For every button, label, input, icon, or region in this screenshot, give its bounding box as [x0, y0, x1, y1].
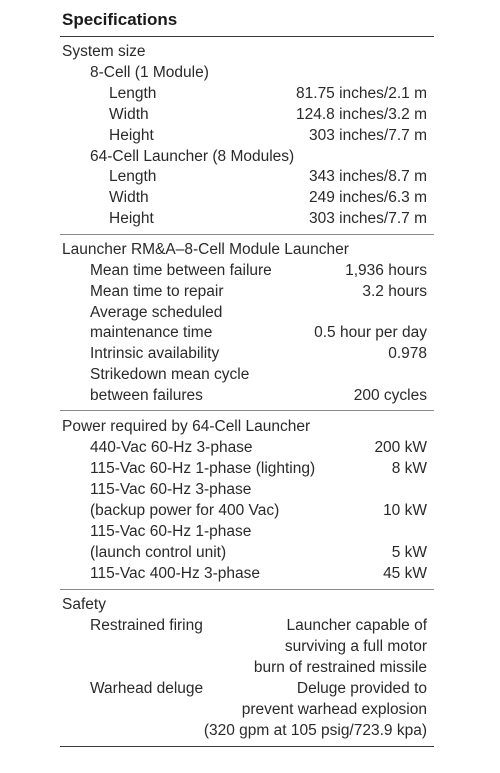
section-divider: [60, 234, 434, 235]
spec-value: burn of restrained missile: [253, 659, 427, 676]
spec-value: surviving a full motor: [284, 638, 427, 655]
subgroup-label: 8-Cell (1 Module): [90, 64, 209, 81]
spec-row: [0, 458, 500, 479]
subgroup-8-cell: [0, 62, 500, 83]
spec-row: [0, 437, 500, 458]
subgroup-label: 64-Cell Launcher (8 Modules): [90, 148, 295, 165]
spec-label: Intrinsic availability: [90, 345, 220, 362]
spec-label: 115-Vac 60-Hz 3-phase: [90, 481, 252, 498]
spec-row: [0, 479, 500, 500]
subgroup-64-cell: [0, 146, 500, 167]
spec-row: [0, 385, 500, 406]
spec-label: Length: [109, 168, 157, 185]
spec-row: [0, 343, 500, 364]
spec-row: [0, 615, 500, 636]
spec-label: Length: [109, 85, 157, 102]
spec-value: 0.5 hour per day: [314, 324, 427, 341]
spec-label: Height: [109, 210, 154, 227]
section-heading: System size: [62, 43, 146, 60]
spec-label: 115-Vac 400-Hz 3-phase: [90, 565, 261, 582]
spec-row: [0, 322, 500, 343]
section-heading: Launcher RM&A–8-Cell Module Launcher: [62, 241, 349, 258]
spec-value: 3.2 hours: [362, 283, 427, 300]
spec-value: 249 inches/6.3 m: [308, 189, 427, 206]
section-heading: Safety: [62, 596, 106, 613]
spec-row: [0, 542, 500, 563]
spec-row: [0, 187, 500, 208]
spec-row: [0, 166, 500, 187]
spec-value: prevent warhead explosion: [241, 701, 427, 718]
bottom-rule: [60, 746, 434, 747]
spec-label: 115-Vac 60-Hz 1-phase (lighting): [90, 460, 316, 477]
spec-value: 8 kW: [391, 460, 427, 477]
spec-label: Mean time between failure: [90, 262, 272, 279]
spec-row: [0, 657, 500, 678]
spec-label: Strikedown mean cycle: [90, 366, 250, 383]
spec-row: [0, 678, 500, 699]
spec-label: Restrained firing: [90, 617, 203, 634]
spec-value: 1,936 hours: [345, 262, 427, 279]
spec-row: [0, 83, 500, 104]
spec-value: (320 gpm at 105 psig/723.9 kpa): [203, 722, 427, 739]
spec-value: 200 kW: [374, 439, 427, 456]
section-rma: [0, 239, 500, 260]
spec-row: [0, 720, 500, 741]
spec-row: [0, 500, 500, 521]
title-rule: [60, 36, 434, 37]
section-divider: [60, 589, 434, 590]
spec-label: Average scheduled: [90, 304, 223, 321]
spec-label: between failures: [90, 387, 203, 404]
section-power: [0, 416, 500, 437]
spec-row: [0, 364, 500, 385]
spec-value: Launcher capable of: [286, 617, 427, 634]
spec-value: 45 kW: [383, 565, 427, 582]
section-divider: [60, 410, 434, 411]
spec-label: maintenance time: [90, 324, 213, 341]
spec-value: 0.978: [388, 345, 427, 362]
spec-row: [0, 260, 500, 281]
spec-row: [0, 302, 500, 323]
spec-label: Width: [109, 189, 149, 206]
spec-row: [0, 521, 500, 542]
spec-value: 10 kW: [383, 502, 427, 519]
spec-row: [0, 636, 500, 657]
spec-value: Deluge provided to: [296, 680, 427, 697]
spec-value: 81.75 inches/2.1 m: [296, 85, 427, 102]
spec-row: [0, 699, 500, 720]
section-system-size: [0, 41, 500, 62]
spec-label: Height: [109, 127, 154, 144]
spec-label: (launch control unit): [90, 544, 227, 561]
spec-value: 303 inches/7.7 m: [308, 210, 427, 227]
spec-value: 124.8 inches/3.2 m: [296, 106, 427, 123]
spec-row: [0, 563, 500, 584]
spec-row: [0, 208, 500, 229]
spec-value: 200 cycles: [353, 387, 427, 404]
spec-value: 343 inches/8.7 m: [308, 168, 427, 185]
spec-label: (backup power for 400 Vac): [90, 502, 280, 519]
spec-label: 440-Vac 60-Hz 3-phase: [90, 439, 253, 456]
spec-label: Mean time to repair: [90, 283, 224, 300]
spec-value: 303 inches/7.7 m: [308, 127, 427, 144]
section-heading: Power required by 64-Cell Launcher: [62, 418, 311, 435]
page-title: Specifications: [62, 10, 178, 29]
spec-row: [0, 125, 500, 146]
spec-label: 115-Vac 60-Hz 1-phase: [90, 523, 252, 540]
spec-label: Width: [109, 106, 149, 123]
section-safety: [0, 594, 500, 615]
spec-label: Warhead deluge: [90, 680, 204, 697]
spec-value: 5 kW: [391, 544, 427, 561]
spec-row: [0, 104, 500, 125]
spec-row: [0, 281, 500, 302]
